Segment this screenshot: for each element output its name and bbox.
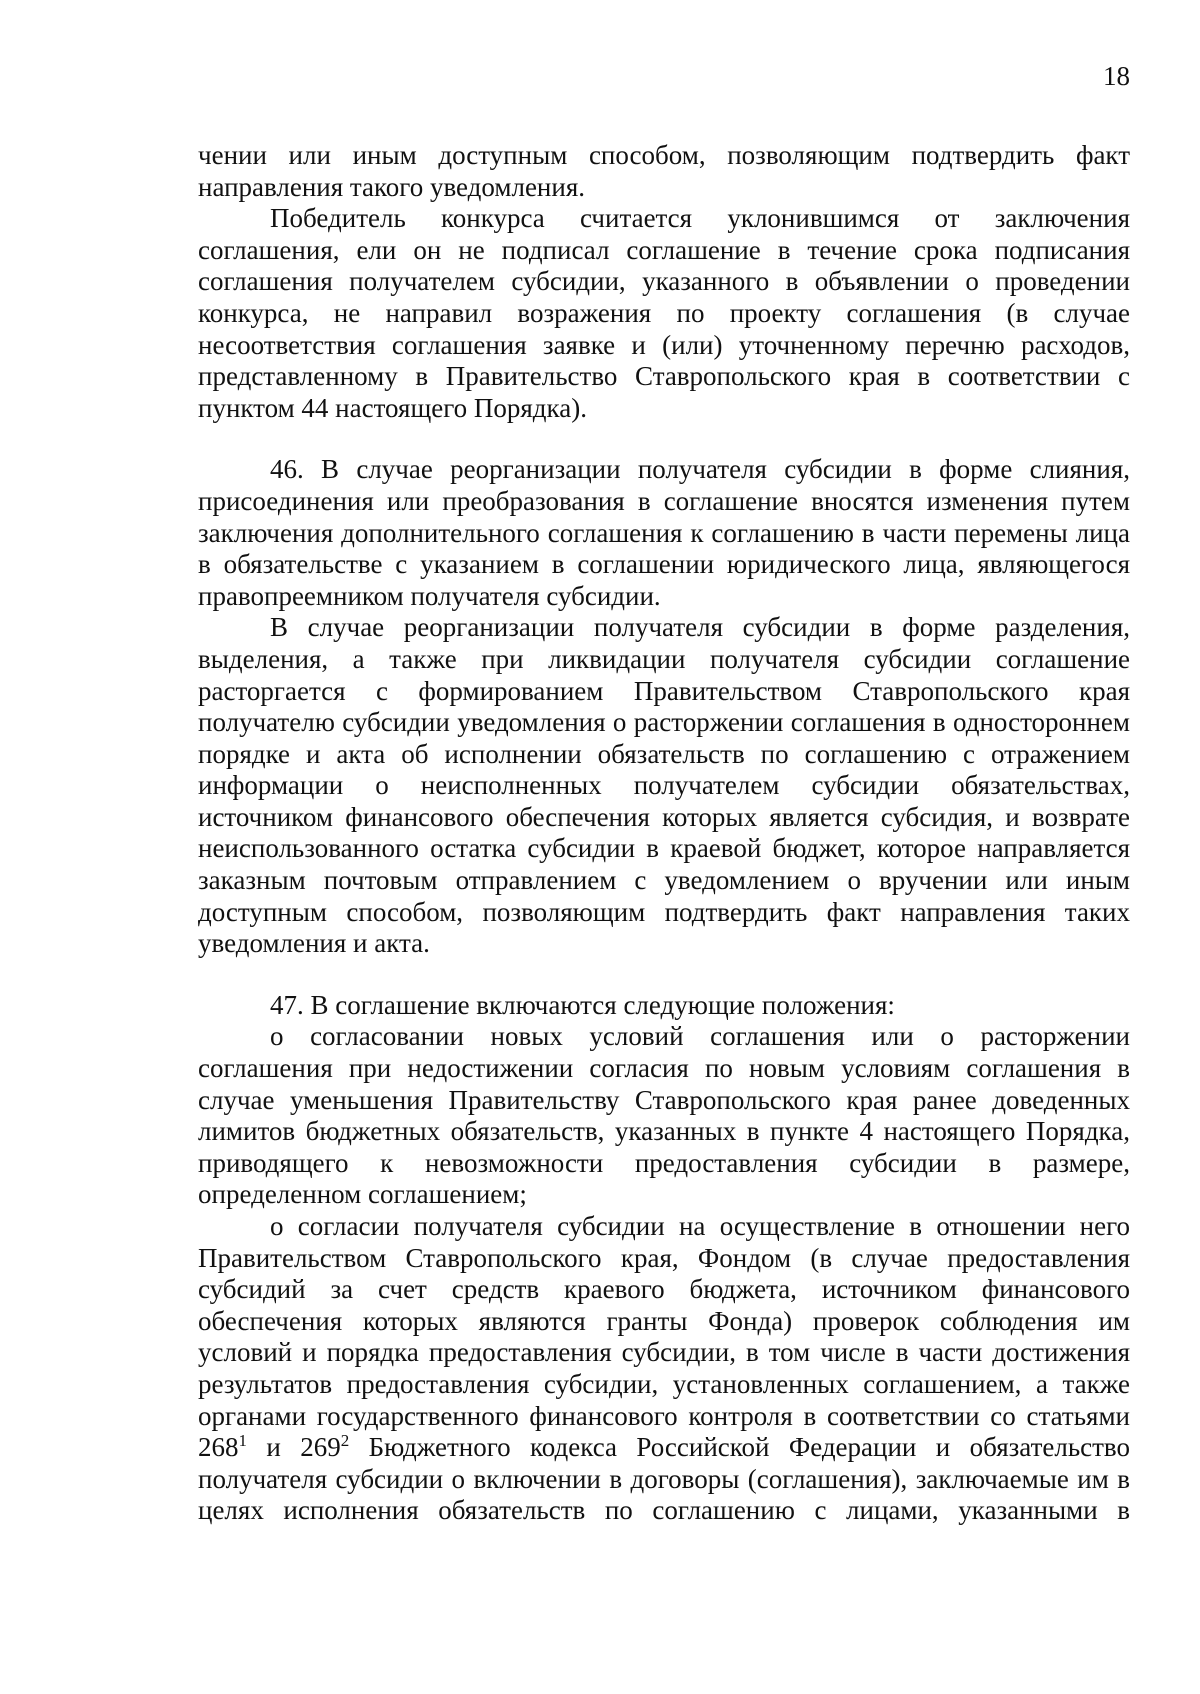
paragraph-item-46: 46. В случае реорганизации получателя субсидии в форме слияния, присоединения или преобразования в соглашение вносятся изменения путем заключения дополнительного соглашения к соглашению в части перемены лица в обязательстве с указанием в соглашении юридического лица, являющегося правопреемником получателя субсидии. [198,454,1130,611]
document-body [198,140,1130,1527]
paragraph-new-conditions: о согласовании новых условий соглашения или о расторжении соглашения при недостижении согласия по новым условиям соглашения в случае уменьшения Правительству Ставропольского края ранее доведенных лимитов бюджетных обязательств, указанных в пункте 4 настоящего Порядка, приводящего к невозможности предоставления субсидии в размере, определенном соглашением; [198,1021,1130,1210]
consent-text-part-3: Бюджетного кодекса Российской Федерации и обязательство получателя субсидии о включении в договоры (соглашения), заключаемые им в целях исполнения обязательств по соглашению с лицами, указанными в [198,1432,1130,1526]
paragraph-reorganization: В случае реорганизации получателя субсидии в форме разделения, выделения, а также при ликвидации получателя субсидии соглашение расторгается с формированием Правительством Ставропольского края получателю субсидии уведомления о расторжении соглашения в одностороннем порядке и акта об исполнении обязательств по соглашению с отражением информации о неисполненных получателем субсидии обязательствах, источником финансового обеспечения которых является субсидия, и возврате неиспользованного остатка субсидии в краевой бюджет, которое направляется заказным почтовым отправлением с уведомлением о вручении или иным доступным способом, позволяющим подтвердить факт направления таких уведомления и акта. [198,612,1130,959]
superscript-1: 1 [238,1431,247,1451]
paragraph-continuation: чении или иным доступным способом, позволяющим подтвердить факт направления такого уведомления. [198,140,1130,202]
paragraph-item-47: 47. В соглашение включаются следующие положения: [270,989,895,1020]
paragraph-contest-winner: Победитель конкурса считается уклонившимся от заключения соглашения, ели он не подписал соглашение в течение срока подписания соглашения получателем субсидии, указанного в объявлении о проведении конкурса, не направил возражения по проекту соглашения (в случае несоответствия соглашения заявке и (или) уточненному перечню расходов, представленному в Правительство Ставропольского края в соответствии с пунктом 44 настоящего Порядка). [198,203,1130,423]
consent-text-part-1: о согласии получателя субсидии на осуществление в отношении него Правительством Ставропольского края, Фондом (в случае предоставления субсидий за счет средств краевого бюджета, источником финансового обеспечения которых являются гранты Фонда) проверок соблюдения им условий и порядка предоставления субсидии, в том числе в части достижения результатов предоставления субсидии, установленных соглашением, а также органами государственного финансового контроля в соответствии со статьями 268 [198,1211,1130,1463]
superscript-2: 2 [340,1431,350,1451]
page-number: 18 [1103,61,1130,91]
consent-text-part-2: и 269 [247,1432,341,1463]
paragraph-consent [198,1211,1130,1527]
